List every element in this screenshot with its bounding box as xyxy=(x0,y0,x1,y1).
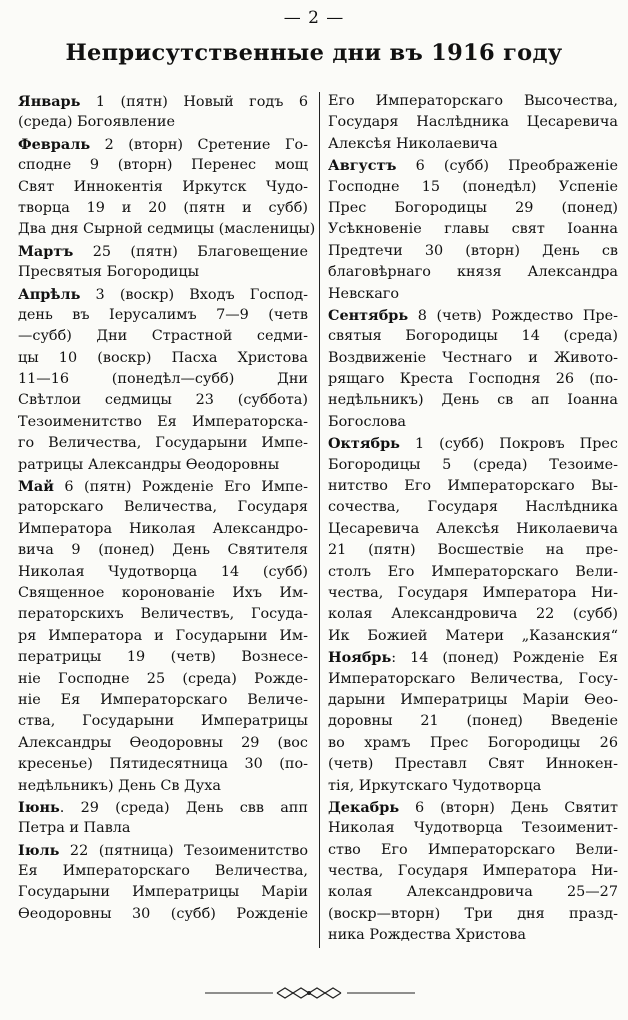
month-entry-line xyxy=(328,305,618,326)
text-line xyxy=(328,284,618,305)
line-text: Цесаревича Алексѣя Николаевича xyxy=(328,520,618,537)
line-text: 6 (пятн) Рожденіе Его Импе- xyxy=(53,479,308,496)
line-text: тія, Иркутскаго Чудотворца xyxy=(328,777,542,794)
text-line xyxy=(18,198,308,219)
text-line xyxy=(18,305,308,326)
month-entry-line xyxy=(18,134,308,155)
month-name: Іюль xyxy=(18,841,60,859)
month-name: Май xyxy=(18,478,54,496)
line-text: ря Императора и Государыни Им- xyxy=(18,627,308,644)
line-text: благовѣрнаго князя Александра xyxy=(328,264,618,281)
text-line xyxy=(18,455,308,476)
line-text: (среда) Богоявление xyxy=(18,114,176,131)
month-entry-line xyxy=(18,91,308,112)
text-line xyxy=(18,562,308,583)
line-text: колая Александровича 25—27 xyxy=(328,884,618,901)
line-text: 2 (вторн) Сретение Го- xyxy=(90,136,308,153)
line-text: ніе Господне 25 (среда) Рожде- xyxy=(18,670,308,687)
line-text: Невскаго xyxy=(328,285,400,302)
text-line xyxy=(18,776,308,797)
text-line xyxy=(18,904,308,925)
month-name: Январь xyxy=(18,93,81,110)
text-line xyxy=(328,540,618,561)
text-line xyxy=(18,861,308,882)
text-line xyxy=(328,326,618,347)
text-line xyxy=(18,369,308,390)
line-text: Свят Иннокентія Иркутск Чудо- xyxy=(18,178,308,195)
line-text: 21 (пятн) Восшествіе на пре- xyxy=(328,542,618,559)
text-line xyxy=(18,219,316,240)
line-text: 1 (субб) Покровъ Прес xyxy=(399,436,618,453)
line-text: рящаго Креста Господня 26 (по- xyxy=(328,371,618,388)
line-text: Свѣтлои седмицы 23 (суббота) xyxy=(18,392,308,409)
line-text: Императора Николая Александро- xyxy=(18,520,308,537)
month-entry-line xyxy=(18,797,308,818)
text-line xyxy=(18,155,308,176)
text-line xyxy=(328,241,618,262)
text-line xyxy=(328,776,618,797)
text-line xyxy=(328,497,618,518)
text-line xyxy=(18,626,308,647)
month-name: Октябрь xyxy=(328,435,400,453)
text-line xyxy=(328,519,618,540)
line-text: день въ Iерусалимъ 7—9 (четв xyxy=(18,306,308,323)
left-column xyxy=(18,91,316,925)
line-text: ратрицы Александры Өеодоровны xyxy=(18,456,280,473)
line-text: (воскр—вторн) Три дня празд- xyxy=(328,905,618,922)
text-line xyxy=(328,604,618,625)
line-text: недѣльникъ) День св ап Іоанна xyxy=(328,392,618,409)
line-text: 6 (вторн) День Святит xyxy=(399,799,618,816)
text-line xyxy=(328,390,618,411)
text-line xyxy=(328,733,618,754)
line-text: Өеодоровны 30 (субб) Рожденіе xyxy=(18,905,308,922)
text-line xyxy=(18,540,308,561)
line-text: Петра и Павла xyxy=(18,820,131,837)
line-text: колая Александровича 22 (субб) xyxy=(328,606,618,623)
line-text: . 29 (среда) День свв апп xyxy=(59,799,308,816)
line-text: Николая Чудотворца Тезоименит- xyxy=(328,820,618,837)
month-name: Ноябрь xyxy=(328,649,392,667)
month-entry-line xyxy=(18,241,308,262)
text-line xyxy=(328,219,618,240)
line-text: (четв) Преставл Свят Иннокен- xyxy=(328,756,618,773)
month-entry-line xyxy=(18,840,308,861)
text-line xyxy=(328,177,618,198)
line-text: Священное коронованіе Ихъ Им- xyxy=(18,584,308,601)
line-text: Его Императорскаго Высочества, xyxy=(328,93,618,109)
line-text: кресенье) Пятидесятница 30 (по- xyxy=(18,756,308,773)
month-name: Мартъ xyxy=(18,242,74,260)
text-line xyxy=(18,177,308,198)
text-line xyxy=(328,455,618,476)
month-entry-line xyxy=(18,476,308,497)
line-text: сочества, Государя Наслѣдника xyxy=(328,499,618,516)
line-text: ператрицы 19 (четв) Вознесе- xyxy=(18,649,308,666)
right-column xyxy=(328,91,618,947)
text-line xyxy=(18,647,308,668)
line-text: Ик Божией Матери „Казанския“ xyxy=(328,627,618,644)
month-name: Сентябрь xyxy=(328,306,409,324)
line-text: столъ Его Императорскаго Вели- xyxy=(328,563,618,580)
line-text: —субб) Дни Страстной седми- xyxy=(18,328,308,345)
line-text: 8 (четв) Рождество Пре- xyxy=(408,307,618,324)
text-line xyxy=(18,690,308,711)
text-line xyxy=(328,882,618,903)
text-line xyxy=(18,733,308,754)
text-line xyxy=(328,198,618,219)
line-text: ника Рождества Христова xyxy=(328,927,526,944)
text-line xyxy=(328,112,618,133)
line-text: чества, Государя Императора Ни- xyxy=(328,584,618,601)
column-divider xyxy=(319,92,320,948)
line-text: во храмъ Прес Богородицы 26 xyxy=(328,734,618,751)
text-line xyxy=(328,861,618,882)
line-text: недѣльникъ) День Св Духа xyxy=(18,777,221,794)
text-line xyxy=(18,433,308,454)
text-line xyxy=(18,390,308,411)
text-line xyxy=(18,262,308,283)
line-text: Тезоименитство Ея Императорска- xyxy=(18,413,308,430)
text-line xyxy=(328,840,618,861)
line-text: Николая Чудотворца 14 (субб) xyxy=(18,563,308,580)
line-text: Воздвиженіе Честнаго и Живото- xyxy=(328,349,618,366)
line-text: Усѣкновеніе главы свят Іоанна xyxy=(328,221,618,238)
page-title: Неприсутственные дни въ 1916 году xyxy=(65,40,563,66)
line-text: : 14 (понед) Рожденіе Ея xyxy=(391,650,618,667)
text-line xyxy=(328,754,618,775)
text-line xyxy=(328,669,618,690)
month-entry-line xyxy=(328,797,618,818)
text-line xyxy=(328,690,618,711)
line-text: творца 19 и 20 (пятн и субб) xyxy=(18,199,308,216)
line-text: Господне 15 (понедѣл) Успеніе xyxy=(328,178,618,195)
text-line xyxy=(328,562,618,583)
text-line xyxy=(328,925,618,946)
month-entry-line xyxy=(328,155,618,176)
month-name: Декабрь xyxy=(328,798,400,816)
line-text: раторскаго Величества, Государя xyxy=(18,499,308,516)
month-entry-line xyxy=(18,284,308,305)
text-line xyxy=(18,711,308,732)
text-line xyxy=(328,262,618,283)
line-text: Ея Императорскаго Величества, xyxy=(18,863,308,880)
text-line xyxy=(18,882,308,903)
text-line xyxy=(328,818,618,839)
text-line xyxy=(328,711,618,732)
line-text: цы 10 (воскр) Пасха Христова xyxy=(18,349,308,366)
line-text: Государыни Императрицы Маріи xyxy=(18,884,308,901)
text-line xyxy=(328,369,618,390)
line-text: доровны 21 (понед) Введеніе xyxy=(328,713,618,730)
line-text: 3 (воскр) Входъ Господ- xyxy=(80,286,308,303)
text-line xyxy=(18,818,308,839)
page-number: — 2 — xyxy=(283,8,345,28)
text-line xyxy=(18,583,308,604)
month-name: Февраль xyxy=(18,135,91,153)
line-text: ніе Ея Императорскаго Величе- xyxy=(18,691,308,708)
text-line xyxy=(18,497,308,518)
text-line xyxy=(328,91,618,112)
month-name: Іюнь xyxy=(18,798,60,816)
line-text: 25 (пятн) Благовещение xyxy=(73,243,308,260)
line-text: Пресвятыя Богородицы xyxy=(18,264,200,281)
text-line xyxy=(328,904,618,925)
text-line xyxy=(18,412,308,433)
text-line xyxy=(328,412,618,433)
line-text: Прес Богородицы 29 (понед) xyxy=(328,199,618,216)
line-text: чества, Государя Императора Ни- xyxy=(328,863,618,880)
line-text: Богородицы 5 (среда) Тезоиме- xyxy=(328,456,618,473)
line-text: ство Его Императорскаго Вели- xyxy=(328,841,618,858)
line-text: Александры Өеодоровны 29 (вос xyxy=(18,734,308,751)
line-text: Два дня Сырной седмицы (масленицы) xyxy=(18,221,316,238)
line-text: ператорскихъ Величествъ, Госуда- xyxy=(18,606,308,623)
text-line xyxy=(328,626,618,647)
line-text: нитство Его Императорскаго Вы- xyxy=(328,478,618,495)
text-line xyxy=(328,348,618,369)
text-line xyxy=(18,348,308,369)
line-text: вича 9 (понед) День Святителя xyxy=(18,542,308,559)
text-line xyxy=(18,669,308,690)
month-name: Апрѣль xyxy=(18,285,81,303)
line-text: 6 (субб) Преображеніе xyxy=(396,158,618,175)
line-text: Алексѣя Николаевича xyxy=(328,135,498,152)
line-text: Предтечи 30 (вторн) День св xyxy=(328,242,618,259)
line-text: святыя Богородицы 14 (среда) xyxy=(328,328,618,345)
line-text: го Величества, Государыни Импе- xyxy=(18,435,308,452)
line-text: 22 (пятница) Тезоименитство xyxy=(59,842,308,859)
month-name: Августъ xyxy=(328,157,397,175)
text-line xyxy=(18,604,308,625)
footer-ornament xyxy=(205,986,415,1000)
text-line xyxy=(18,754,308,775)
line-text: сподне 9 (вторн) Перенес мощ xyxy=(18,157,308,174)
line-text: Государя Наслѣдника Цесаревича xyxy=(328,114,618,131)
text-line xyxy=(328,476,618,497)
line-text: Богослова xyxy=(328,413,406,430)
line-text: дарыни Императрицы Маріи Өео- xyxy=(328,691,618,708)
month-entry-line xyxy=(328,433,618,454)
text-line xyxy=(328,134,618,155)
line-text: 1 (пятн) Новый годъ 6 xyxy=(80,94,308,110)
text-line xyxy=(18,326,308,347)
line-text: ства, Государыни Императрицы xyxy=(18,713,308,730)
text-line xyxy=(18,519,308,540)
month-entry-line xyxy=(328,647,618,668)
line-text: Императорскаго Величества, Госу- xyxy=(328,670,618,687)
text-line xyxy=(18,112,308,133)
text-line xyxy=(328,583,618,604)
line-text: 11—16 (понедѣл—субб) Дни xyxy=(18,371,308,388)
